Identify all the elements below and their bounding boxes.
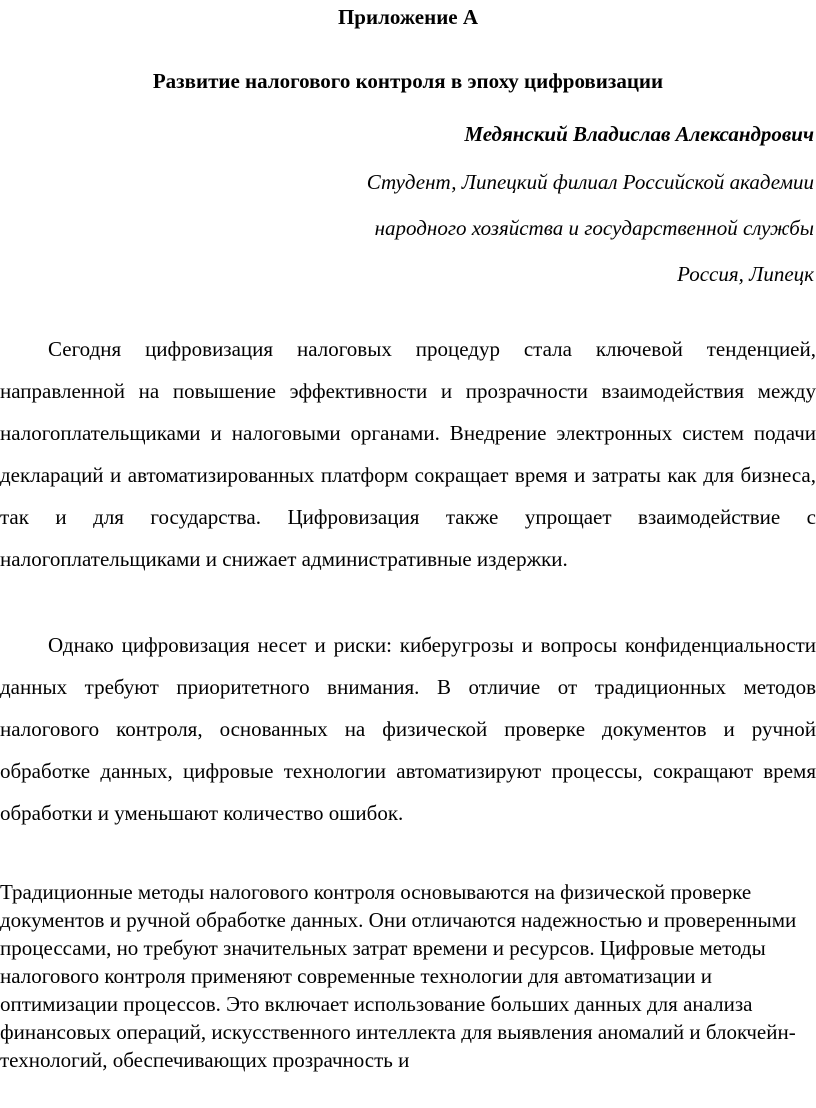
author-affiliation-line-1: Студент, Липецкий филиал Российской академии <box>366 170 814 194</box>
body-paragraph-1: Сегодня цифровизация налоговых процедур стала ключевой тенденцией, направленной на повышение эффективности и прозрачности взаимодействия между налогоплательщиками и налоговыми органами. Внедрение электронных систем подачи деклараций и автоматизированных платформ сокращает время и затраты как для бизнеса, так и для государства. Цифровизация также упрощает взаимодействие с налогоплательщиками и снижает административные издержки. <box>0 337 816 571</box>
author-name: Медянский Владислав Александрович <box>464 122 814 146</box>
body-paragraph-3: Традиционные методы налогового контроля основываются на физической проверке документов и ручной обработке данных. Они отличаются надежностью и проверенными процессами, но требуют значительных затрат времени и ресурсов. Цифровые методы налогового контроля применяют современные технологии для автоматизации и оптимизации процессов. Это включает использование больших данных для анализа финансовых операций, искусственного интеллекта для выявления аномалий и блокчейн-технологий, обеспечивающих прозрачность и <box>0 880 797 1072</box>
author-location: Россия, Липецк <box>677 262 814 286</box>
author-affiliation-line-2: народного хозяйства и государственной службы <box>374 216 814 240</box>
article-title: Развитие налогового контроля в эпоху цифровизации <box>152 69 664 93</box>
body-paragraph-2: Однако цифровизация несет и риски: киберугрозы и вопросы конфиденциальности данных требуют приоритетного внимания. В отличие от традиционных методов налогового контроля, основанных на физической проверке документов и ручной обработке данных, цифровые технологии автоматизируют процессы, сокращают время обработки и уменьшают количество ошибок. <box>0 633 816 825</box>
author-block <box>114 120 814 306</box>
appendix-title: Приложение А <box>337 5 479 29</box>
